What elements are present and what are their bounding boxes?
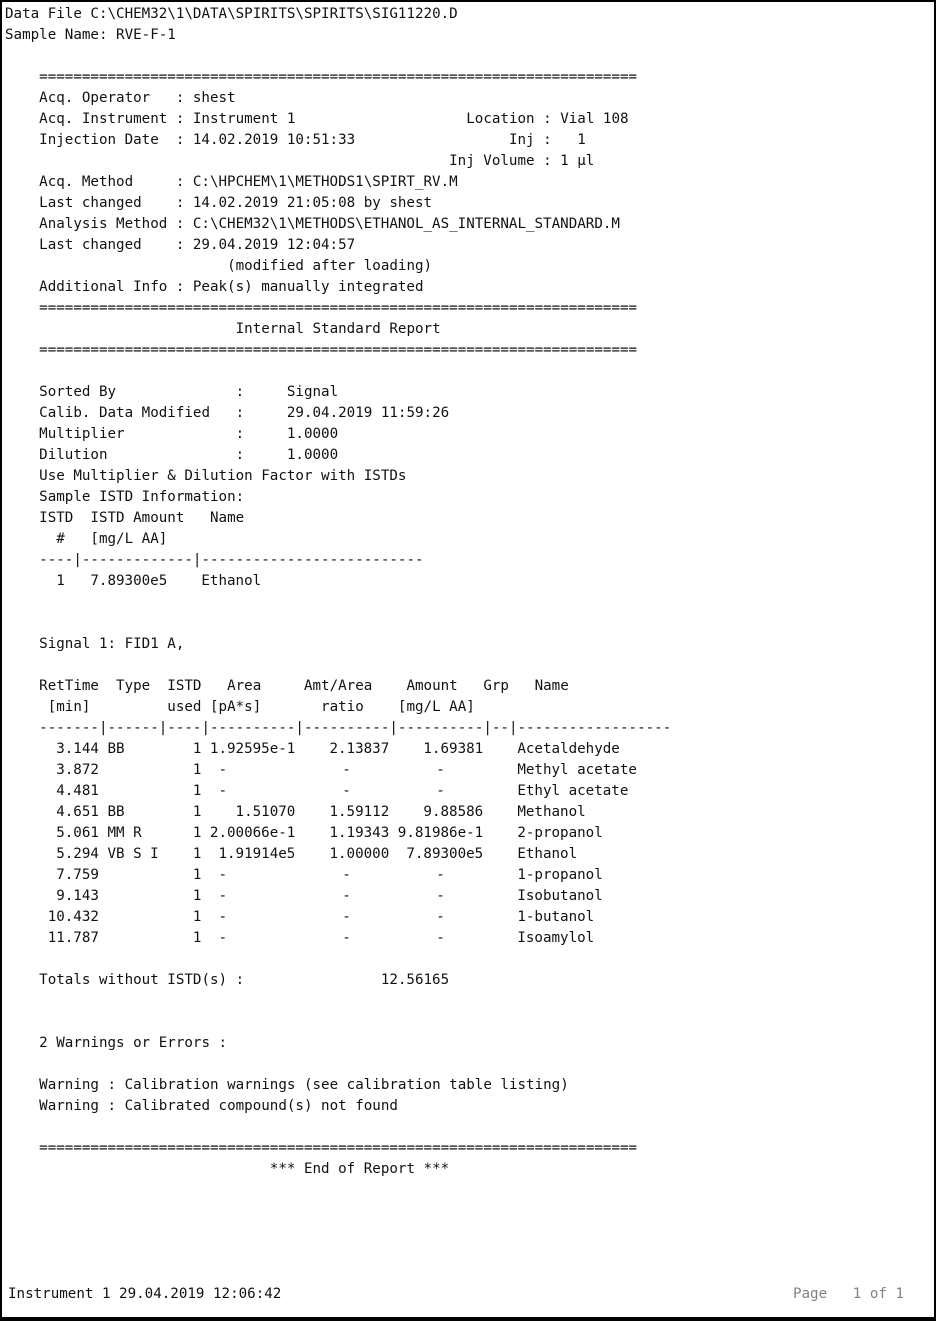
analysis-method-label: Analysis Method [39, 216, 168, 232]
colon: : [235, 405, 245, 421]
calib-modified-value: 29.04.2019 11:59:26 [286, 405, 450, 421]
colon: : [175, 132, 185, 148]
istd-used-cell: 1 [192, 909, 202, 925]
inj-value: Inj : 1 [508, 132, 586, 148]
sorted-by-row [39, 382, 934, 403]
rettime-cell: 11.787 [47, 930, 99, 946]
rettime-cell: 5.294 [56, 846, 99, 862]
totals-label: Totals without ISTD(s) : [39, 972, 245, 988]
rettime-cell: 9.143 [56, 888, 99, 904]
signal-heading: Signal 1: FID1 A, [39, 636, 185, 652]
peak-table-row [39, 781, 934, 802]
amount-cell: 7.89300e5 [406, 846, 484, 862]
istd-table-ruler: ----|-------------|-------------------------- [39, 552, 424, 568]
istd-used-cell: 1 [192, 825, 202, 841]
acq-operator-row [39, 88, 934, 109]
istd-amount-cell: 7.89300e5 [90, 573, 168, 589]
area-cell: - [218, 930, 227, 946]
report-content [2, 2, 934, 1180]
injection-date-value: 14.02.2019 10:51:33 [192, 132, 356, 148]
warning-line: Warning : Calibrated compound(s) not found [39, 1098, 398, 1114]
dilution-row [39, 445, 934, 466]
istd-table-row [39, 571, 934, 592]
rettime-cell: 4.651 [56, 804, 99, 820]
area-cell: - [218, 909, 227, 925]
peak-table-row [39, 928, 934, 949]
blank-line [5, 1117, 934, 1138]
blank-line [5, 1012, 934, 1033]
colon: : [235, 447, 245, 463]
blank-line [5, 46, 934, 67]
warning-line: Warning : Calibration warnings (see calibration table listing) [39, 1077, 569, 1093]
blank-line [5, 991, 934, 1012]
last-changed-value-2: 29.04.2019 12:04:57 [192, 237, 356, 253]
modified-note: (modified after loading) [227, 258, 433, 274]
acq-instrument-label: Acq. Instrument [39, 111, 168, 127]
area-cell: 1.51070 [235, 804, 296, 820]
amt-area-ratio-cell: - [342, 762, 351, 778]
rettime-cell: 5.061 [56, 825, 99, 841]
istd-used-cell: 1 [192, 930, 202, 946]
peak-table-row [39, 823, 934, 844]
peak-table-row [39, 865, 934, 886]
report-title: Internal Standard Report [235, 321, 441, 337]
amt-area-ratio-cell: 1.19343 [329, 825, 390, 841]
last-changed-label-1: Last changed [39, 195, 142, 211]
rettime-cell: 4.481 [56, 783, 99, 799]
sample-istd-heading: Sample ISTD Information: [39, 489, 245, 505]
istd-table-body [5, 571, 934, 592]
blank-line [5, 1054, 934, 1075]
colon: : [175, 195, 185, 211]
multiplier-row [39, 424, 934, 445]
amount-cell: - [436, 762, 445, 778]
blank-line [5, 613, 934, 634]
end-of-report: *** End of Report *** [269, 1161, 450, 1177]
rettime-cell: 10.432 [47, 909, 99, 925]
injection-date-row [39, 130, 934, 151]
acq-method-row [39, 172, 934, 193]
peak-table-ruler: -------|------|----|----------|----------|----------|--|------------------ [39, 720, 672, 736]
colon: : [175, 111, 185, 127]
colon: : [175, 174, 185, 190]
istd-used-cell: 1 [192, 783, 202, 799]
blank-line [5, 655, 934, 676]
area-cell: 1.91914e5 [218, 846, 296, 862]
acq-instrument-row [39, 109, 934, 130]
colon: : [175, 90, 185, 106]
amt-area-ratio-cell: 2.13837 [329, 741, 390, 757]
istd-used-cell: 1 [192, 867, 202, 883]
istd-table-header-2: # [mg/L AA] [39, 531, 168, 547]
dilution-value: 1.0000 [286, 447, 339, 463]
peak-type-cell: VB S I [107, 846, 159, 862]
compound-name-cell: Acetaldehyde [517, 741, 620, 757]
rettime-cell: 3.144 [56, 741, 99, 757]
istd-used-cell: 1 [192, 804, 202, 820]
analysis-method-row [39, 214, 934, 235]
amount-cell: 1.69381 [423, 741, 484, 757]
last-changed-value-1: 14.02.2019 21:05:08 by shest [192, 195, 433, 211]
separator-top: ====================================================================== [39, 69, 638, 85]
data-file-line: Data File C:\CHEM32\1\DATA\SPIRITS\SPIRITS\SIG11220.D [5, 6, 458, 22]
last-changed-row-1 [39, 193, 934, 214]
amt-area-ratio-cell: 1.00000 [329, 846, 390, 862]
calib-modified-label: Calib. Data Modified [39, 405, 210, 421]
totals-row [39, 970, 934, 991]
peak-table-row [39, 907, 934, 928]
colon: : [235, 426, 245, 442]
rettime-cell: 3.872 [56, 762, 99, 778]
use-multiplier-note: Use Multiplier & Dilution Factor with ISTDs [39, 468, 407, 484]
area-cell: 1.92595e-1 [209, 741, 296, 757]
istd-name-cell: Ethanol [201, 573, 262, 589]
colon: : [175, 237, 185, 253]
area-cell: - [218, 762, 227, 778]
amount-cell: 9.81986e-1 [397, 825, 484, 841]
area-cell: 2.00066e-1 [209, 825, 296, 841]
compound-name-cell: Ethyl acetate [517, 783, 629, 799]
blank-line [5, 592, 934, 613]
inj-volume-value: Inj Volume : 1 µl [449, 153, 595, 169]
peak-table-row [39, 886, 934, 907]
compound-name-cell: 1-propanol [517, 867, 603, 883]
amt-area-ratio-cell: - [342, 888, 351, 904]
sorted-by-value: Signal [286, 384, 339, 400]
istd-table-header-1: ISTD ISTD Amount Name [39, 510, 245, 526]
acq-method-value: C:\HPCHEM\1\METHODS1\SPIRT_RV.M [192, 174, 458, 190]
istd-used-cell: 1 [192, 888, 202, 904]
amount-cell: - [436, 783, 445, 799]
area-cell: - [218, 867, 227, 883]
inj-volume-row [39, 151, 934, 172]
istd-used-cell: 1 [192, 846, 202, 862]
amount-cell: - [436, 930, 445, 946]
peak-type-cell: BB [107, 741, 125, 757]
additional-info-label: Additional Info [39, 279, 168, 295]
peak-type-cell: MM R [107, 825, 142, 841]
sorted-by-label: Sorted By [39, 384, 117, 400]
page-footer [2, 1284, 934, 1305]
peak-table-header-1: RetTime Type ISTD Area Amt/Area Amount Grp Name [39, 678, 569, 694]
compound-name-cell: Ethanol [517, 846, 578, 862]
amount-cell: - [436, 888, 445, 904]
compound-name-cell: Methyl acetate [517, 762, 637, 778]
istd-used-cell: 1 [192, 762, 202, 778]
compound-name-cell: Isoamylol [517, 930, 595, 946]
footer-instrument-timestamp: Instrument 1 29.04.2019 12:06:42 [8, 1286, 282, 1302]
amount-cell: - [436, 909, 445, 925]
injection-date-label: Injection Date [39, 132, 159, 148]
warnings-list [5, 1075, 934, 1117]
peak-table-row [39, 844, 934, 865]
acq-operator-value: shest [192, 90, 236, 106]
istd-number-cell: 1 [56, 573, 65, 589]
blank-line [5, 949, 934, 970]
colon: : [235, 384, 245, 400]
peak-type-cell: BB [107, 804, 125, 820]
multiplier-value: 1.0000 [286, 426, 339, 442]
compound-name-cell: Methanol [517, 804, 586, 820]
separator: ====================================================================== [39, 300, 638, 316]
warnings-heading: 2 Warnings or Errors : [39, 1035, 228, 1051]
peak-table-row [39, 760, 934, 781]
totals-value: 12.56165 [380, 972, 450, 988]
area-cell: - [218, 783, 227, 799]
peak-table-row [39, 802, 934, 823]
acq-method-label: Acq. Method [39, 174, 134, 190]
compound-name-cell: 2-propanol [517, 825, 603, 841]
last-changed-row-2 [39, 235, 934, 256]
location-value: Location : Vial 108 [466, 111, 629, 127]
istd-used-cell: 1 [192, 741, 202, 757]
peak-table-header-2: [min] used [pA*s] ratio [mg/L AA] [39, 699, 475, 715]
analysis-method-value: C:\CHEM32\1\METHODS\ETHANOL_AS_INTERNAL_STANDARD.M [192, 216, 620, 232]
last-changed-label-2: Last changed [39, 237, 142, 253]
area-cell: - [218, 888, 227, 904]
amt-area-ratio-cell: - [342, 783, 351, 799]
separator: ====================================================================== [39, 342, 638, 358]
amt-area-ratio-cell: - [342, 930, 351, 946]
calib-modified-row [39, 403, 934, 424]
separator-bottom: ====================================================================== [39, 1140, 638, 1156]
acq-instrument-value: Instrument 1 [192, 111, 296, 127]
footer-page-number: Page 1 of 1 [792, 1286, 904, 1302]
blank-line [5, 361, 934, 382]
sample-name-line: Sample Name: RVE-F-1 [5, 27, 176, 43]
dilution-label: Dilution [39, 447, 108, 463]
colon: : [175, 216, 185, 232]
amount-cell: - [436, 867, 445, 883]
compound-name-cell: 1-butanol [517, 909, 595, 925]
amt-area-ratio-cell: 1.59112 [329, 804, 390, 820]
compound-name-cell: Isobutanol [517, 888, 603, 904]
peak-table-row [39, 739, 934, 760]
additional-info-value: Peak(s) manually integrated [192, 279, 424, 295]
acq-operator-label: Acq. Operator [39, 90, 151, 106]
peak-table-body [5, 739, 934, 949]
amt-area-ratio-cell: - [342, 867, 351, 883]
additional-info-row [39, 277, 934, 298]
multiplier-label: Multiplier [39, 426, 125, 442]
amount-cell: 9.88586 [423, 804, 484, 820]
amt-area-ratio-cell: - [342, 909, 351, 925]
colon: : [175, 279, 185, 295]
rettime-cell: 7.759 [56, 867, 99, 883]
